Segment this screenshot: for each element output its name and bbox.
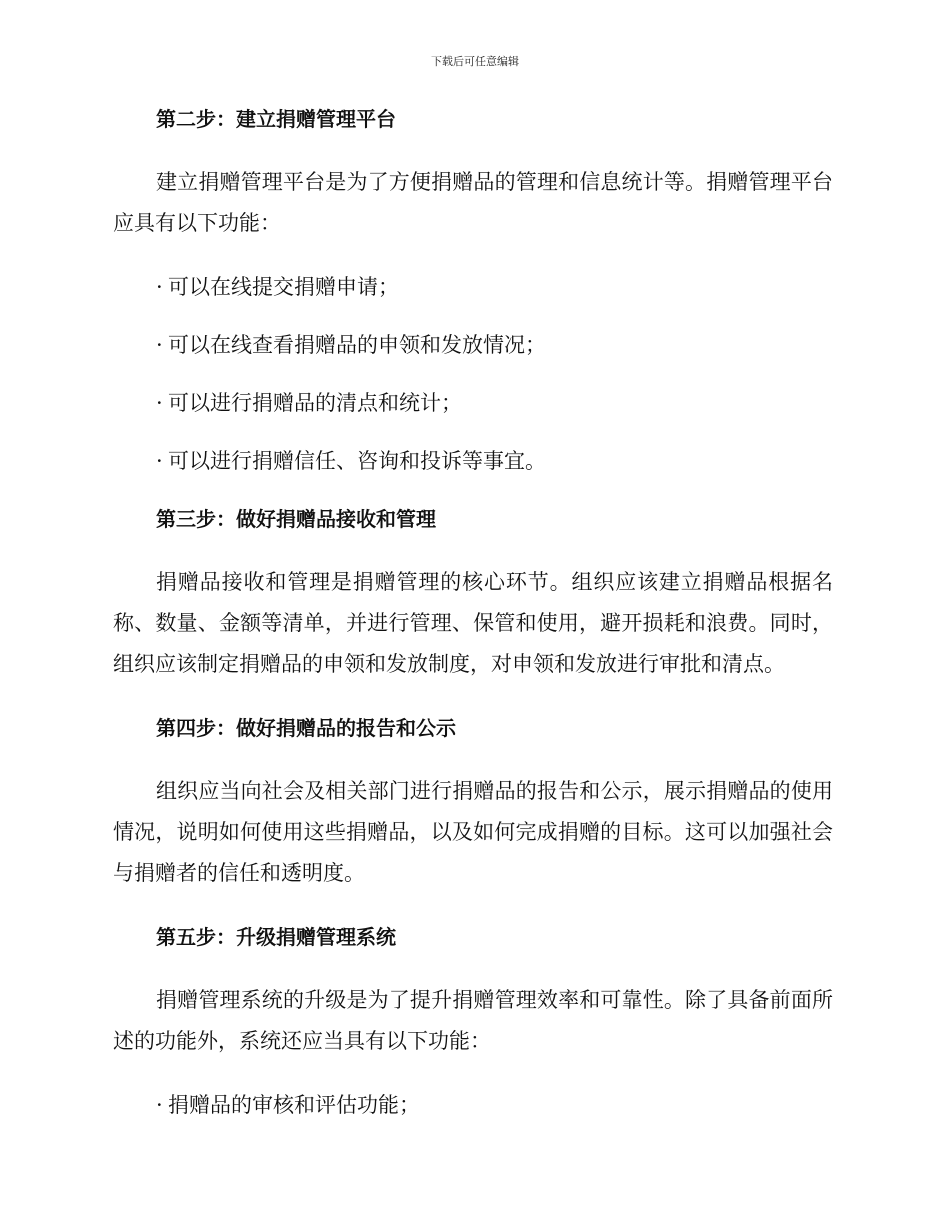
section-step-3 [113, 504, 833, 685]
list-item-text: 可以进行捐赠品的清点和统计； [168, 391, 462, 415]
section-step-5 [113, 922, 833, 1120]
list-item-text: 捐赠品的审核和评估功能； [168, 1093, 420, 1117]
section-heading: 第三步：做好捐赠品接收和管理 [156, 507, 436, 531]
bullet-icon: · [156, 333, 163, 357]
list-item-text: 可以在线查看捐赠品的申领和发放情况； [168, 333, 546, 357]
section-step-4 [113, 713, 833, 894]
list-item-text: 可以进行捐赠信任、咨询和投诉等事宜。 [168, 449, 546, 473]
list-item [113, 388, 833, 418]
section-heading: 第四步：做好捐赠品的报告和公示 [156, 716, 456, 740]
list-item [113, 1090, 833, 1120]
list-item [113, 272, 833, 302]
list-item-text: 可以在线提交捐赠申请； [168, 275, 399, 299]
section-paragraph: 组织应当向社会及相关部门进行捐赠品的报告和公示，展示捐赠品的使用情况，说明如何使用这些捐赠品，以及如何完成捐赠的目标。这可以加强社会与捐赠者的信任和透明度。 [113, 779, 833, 885]
section-step-2 [113, 104, 833, 476]
page-header: 下载后可任意编辑 [431, 55, 519, 68]
list-item [113, 446, 833, 476]
list-item [113, 330, 833, 360]
bullet-icon: · [156, 449, 163, 473]
section-heading: 第五步：升级捐赠管理系统 [156, 925, 396, 949]
bullet-icon: · [156, 391, 163, 415]
section-paragraph: 捐赠品接收和管理是捐赠管理的核心环节。组织应该建立捐赠品根据名称、数量、金额等清单，并进行管理、保管和使用，避开损耗和浪费。同时，组织应该制定捐赠品的申领和发放制度，对申领和发放进行审批和清点。 [113, 570, 833, 676]
section-paragraph: 建立捐赠管理平台是为了方便捐赠品的管理和信息统计等。捐赠管理平台应具有以下功能： [113, 170, 833, 235]
bullet-icon: · [156, 1093, 163, 1117]
bullet-icon: · [156, 275, 163, 299]
section-heading: 第二步：建立捐赠管理平台 [156, 107, 396, 131]
document-body [113, 104, 833, 1148]
section-paragraph: 捐赠管理系统的升级是为了提升捐赠管理效率和可靠性。除了具备前面所述的功能外，系统还应当具有以下功能： [113, 988, 833, 1053]
